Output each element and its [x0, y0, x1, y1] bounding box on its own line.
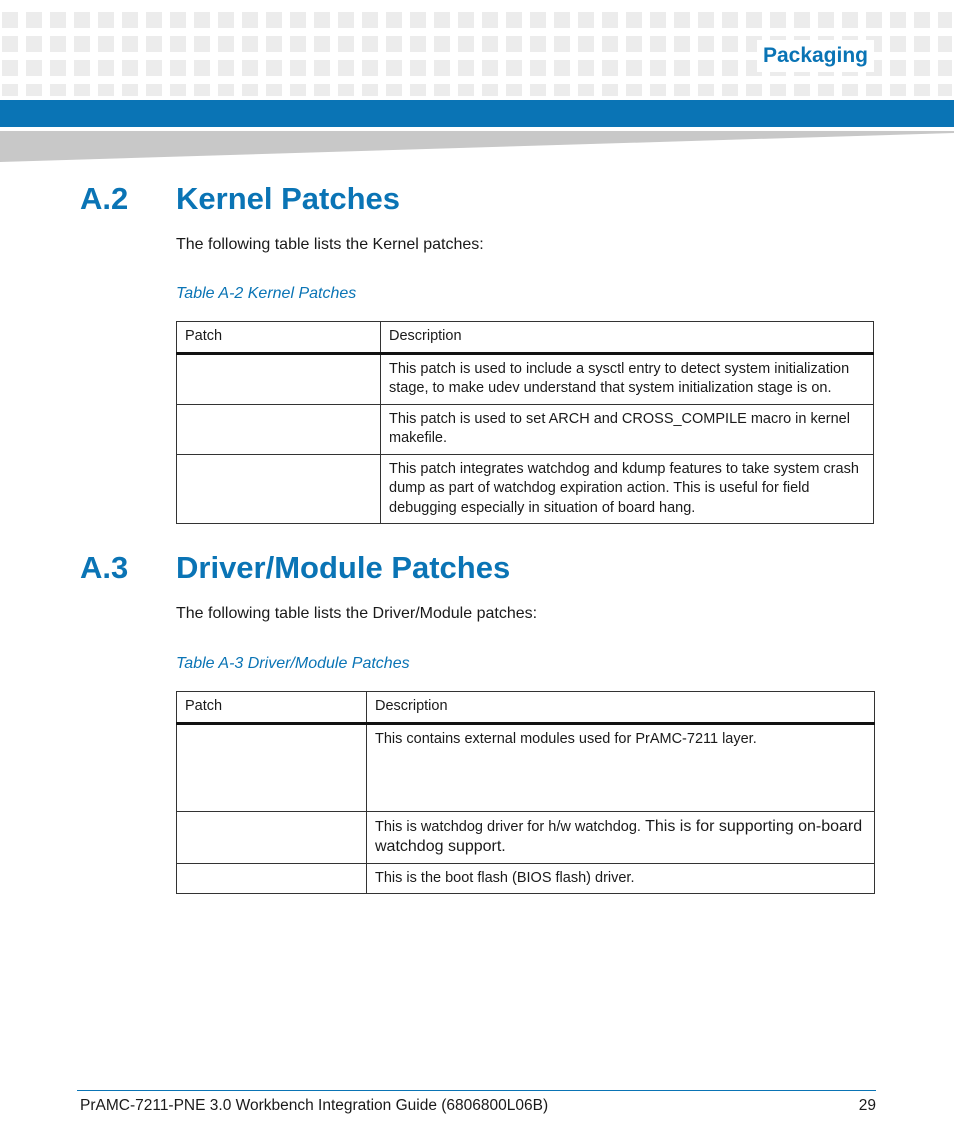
description-cell — [367, 811, 875, 863]
table-caption: Table A-3 Driver/Module Patches — [176, 655, 410, 672]
header-grey-wedge — [0, 131, 954, 164]
description-text-large: This is for supporting on-board watchdog support. — [375, 817, 863, 855]
description-cell: This patch is used to set ARCH and CROSS_COMPILE macro in kernel makefile. — [381, 404, 874, 454]
column-header-patch: Patch — [177, 322, 381, 354]
table-header-row — [177, 322, 874, 354]
table-row — [177, 723, 875, 811]
table-row — [177, 863, 875, 894]
description-cell: This patch integrates watchdog and kdump features to take system crash dump as part of watchdog expiration action. This is useful for field debugging especially in situation of board hang. — [381, 454, 874, 524]
table-caption: Table A-2 Kernel Patches — [176, 285, 357, 302]
patch-cell — [177, 404, 381, 454]
header-blue-bar — [0, 100, 954, 127]
table-row — [177, 353, 874, 404]
column-header-description: Description — [367, 692, 875, 724]
patch-cell — [177, 863, 367, 894]
patch-cell — [177, 811, 367, 863]
driver-module-patches-table — [176, 691, 875, 894]
column-header-patch: Patch — [177, 692, 367, 724]
table-row — [177, 454, 874, 524]
section-number: A.3 — [80, 550, 129, 585]
section-number: A.2 — [80, 181, 129, 216]
patch-cell — [177, 723, 367, 811]
description-text: This is watchdog driver for h/w watchdog. — [375, 818, 641, 835]
description-cell: This contains external modules used for PrAMC-7211 layer. — [367, 723, 875, 811]
kernel-patches-table — [176, 321, 874, 524]
footer-page-number: 29 — [858, 1097, 876, 1114]
column-header-description: Description — [381, 322, 874, 354]
patch-cell — [177, 454, 381, 524]
table-header-row — [177, 692, 875, 724]
footer-document-title: PrAMC-7211-PNE 3.0 Workbench Integration Guide (6806800L06B) — [80, 1097, 549, 1114]
section-heading: Driver/Module Patches — [176, 550, 511, 585]
description-cell: This patch is used to include a sysctl entry to detect system initialization stage, to make udev understand that system initialization stage is on. — [381, 353, 874, 404]
footer-rule — [77, 1090, 876, 1091]
table-row — [177, 404, 874, 454]
section-intro: The following table lists the Driver/Module patches: — [176, 605, 538, 622]
table-row — [177, 811, 875, 863]
running-header-title: Packaging — [757, 40, 874, 72]
section-heading: Kernel Patches — [176, 181, 400, 216]
patch-cell — [177, 353, 381, 404]
description-cell: This is the boot flash (BIOS flash) driver. — [367, 863, 875, 894]
section-intro: The following table lists the Kernel patches: — [176, 236, 484, 253]
